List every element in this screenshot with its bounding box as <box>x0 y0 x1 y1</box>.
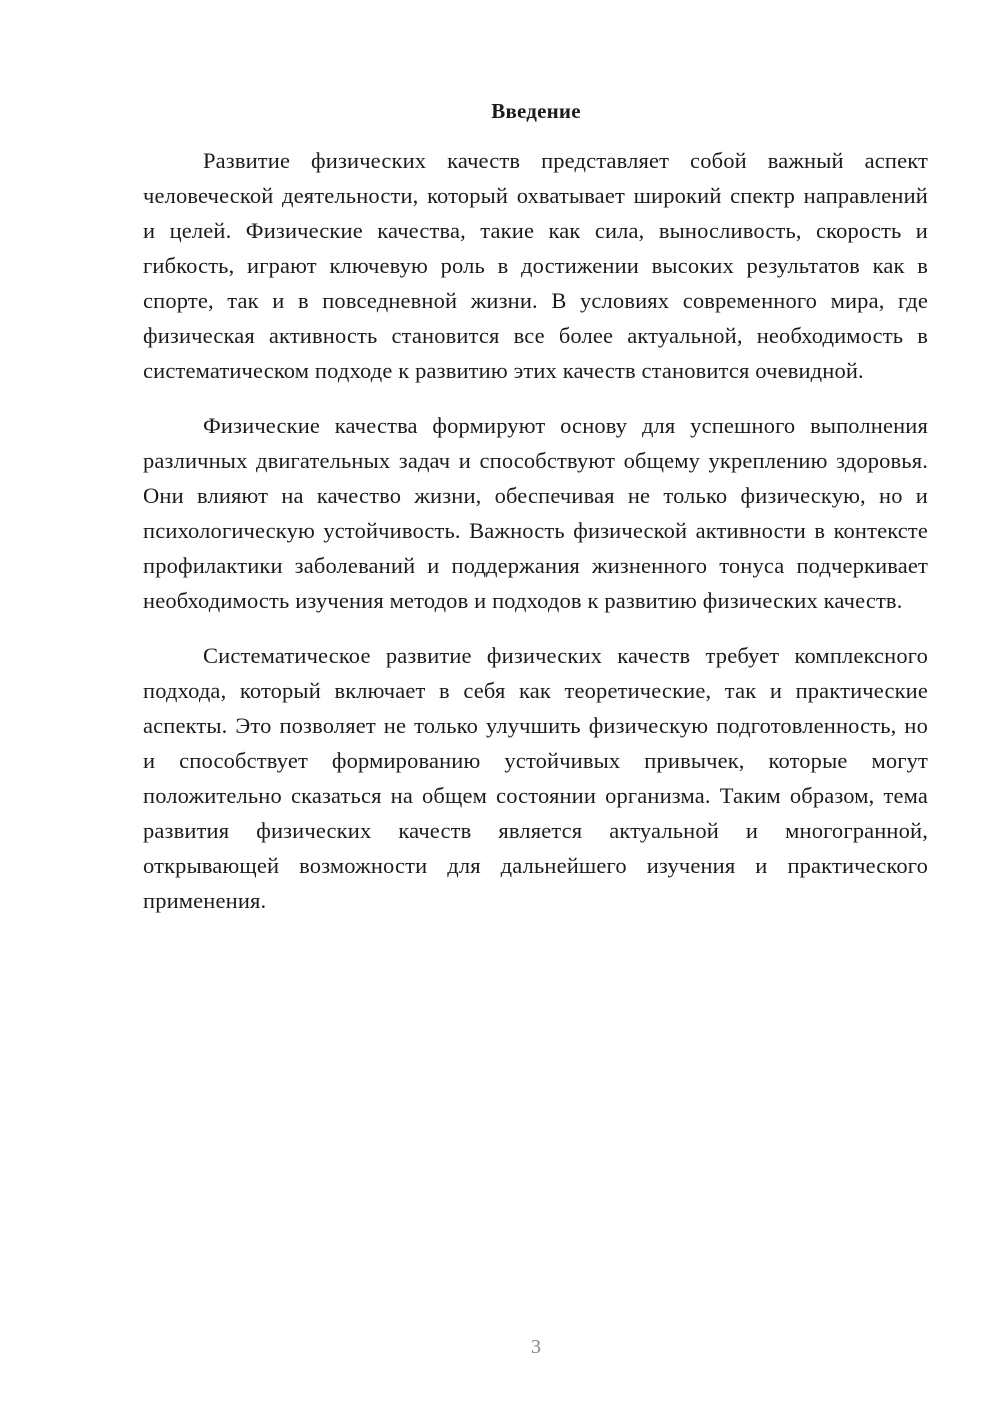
body-text <box>143 143 928 938</box>
page-number: 3 <box>531 1336 541 1358</box>
paragraph-3: Систематическое развитие физических качеств требует комплексного подхода, который включает в себя как теоретические, так и практические аспекты. Это позволяет не только улучшить физическую подготовленность, но и способствует формированию устойчивых привычек, которые могут положительно сказаться на общем состоянии организма. Таким образом, тема развития физических качеств является актуальной и многогранной, открывающей возможности для дальнейшего изучения и практического применения. <box>143 643 928 913</box>
paragraph-2: Физические качества формируют основу для успешного выполнения различных двигательных задач и способствуют общему укреплению здоровья. Они влияют на качество жизни, обеспечивая не только физическую, но и психологическую устойчивость. Важность физической активности в контексте профилактики заболеваний и поддержания жизненного тонуса подчеркивает необходимость изучения методов и подходов к развитию физических качеств. <box>143 413 928 613</box>
paragraph-1: Развитие физических качеств представляет собой важный аспект человеческой деятельности, который охватывает широкий спектр направлений и целей. Физические качества, такие как сила, выносливость, скорость и гибкость, играют ключевую роль в достижении высоких результатов как в спорте, так и в повседневной жизни. В условиях современного мира, где физическая активность становится все более актуальной, необходимость в систематическом подходе к развитию этих качеств становится очевидной. <box>143 148 928 383</box>
section-heading: Введение <box>491 99 581 123</box>
